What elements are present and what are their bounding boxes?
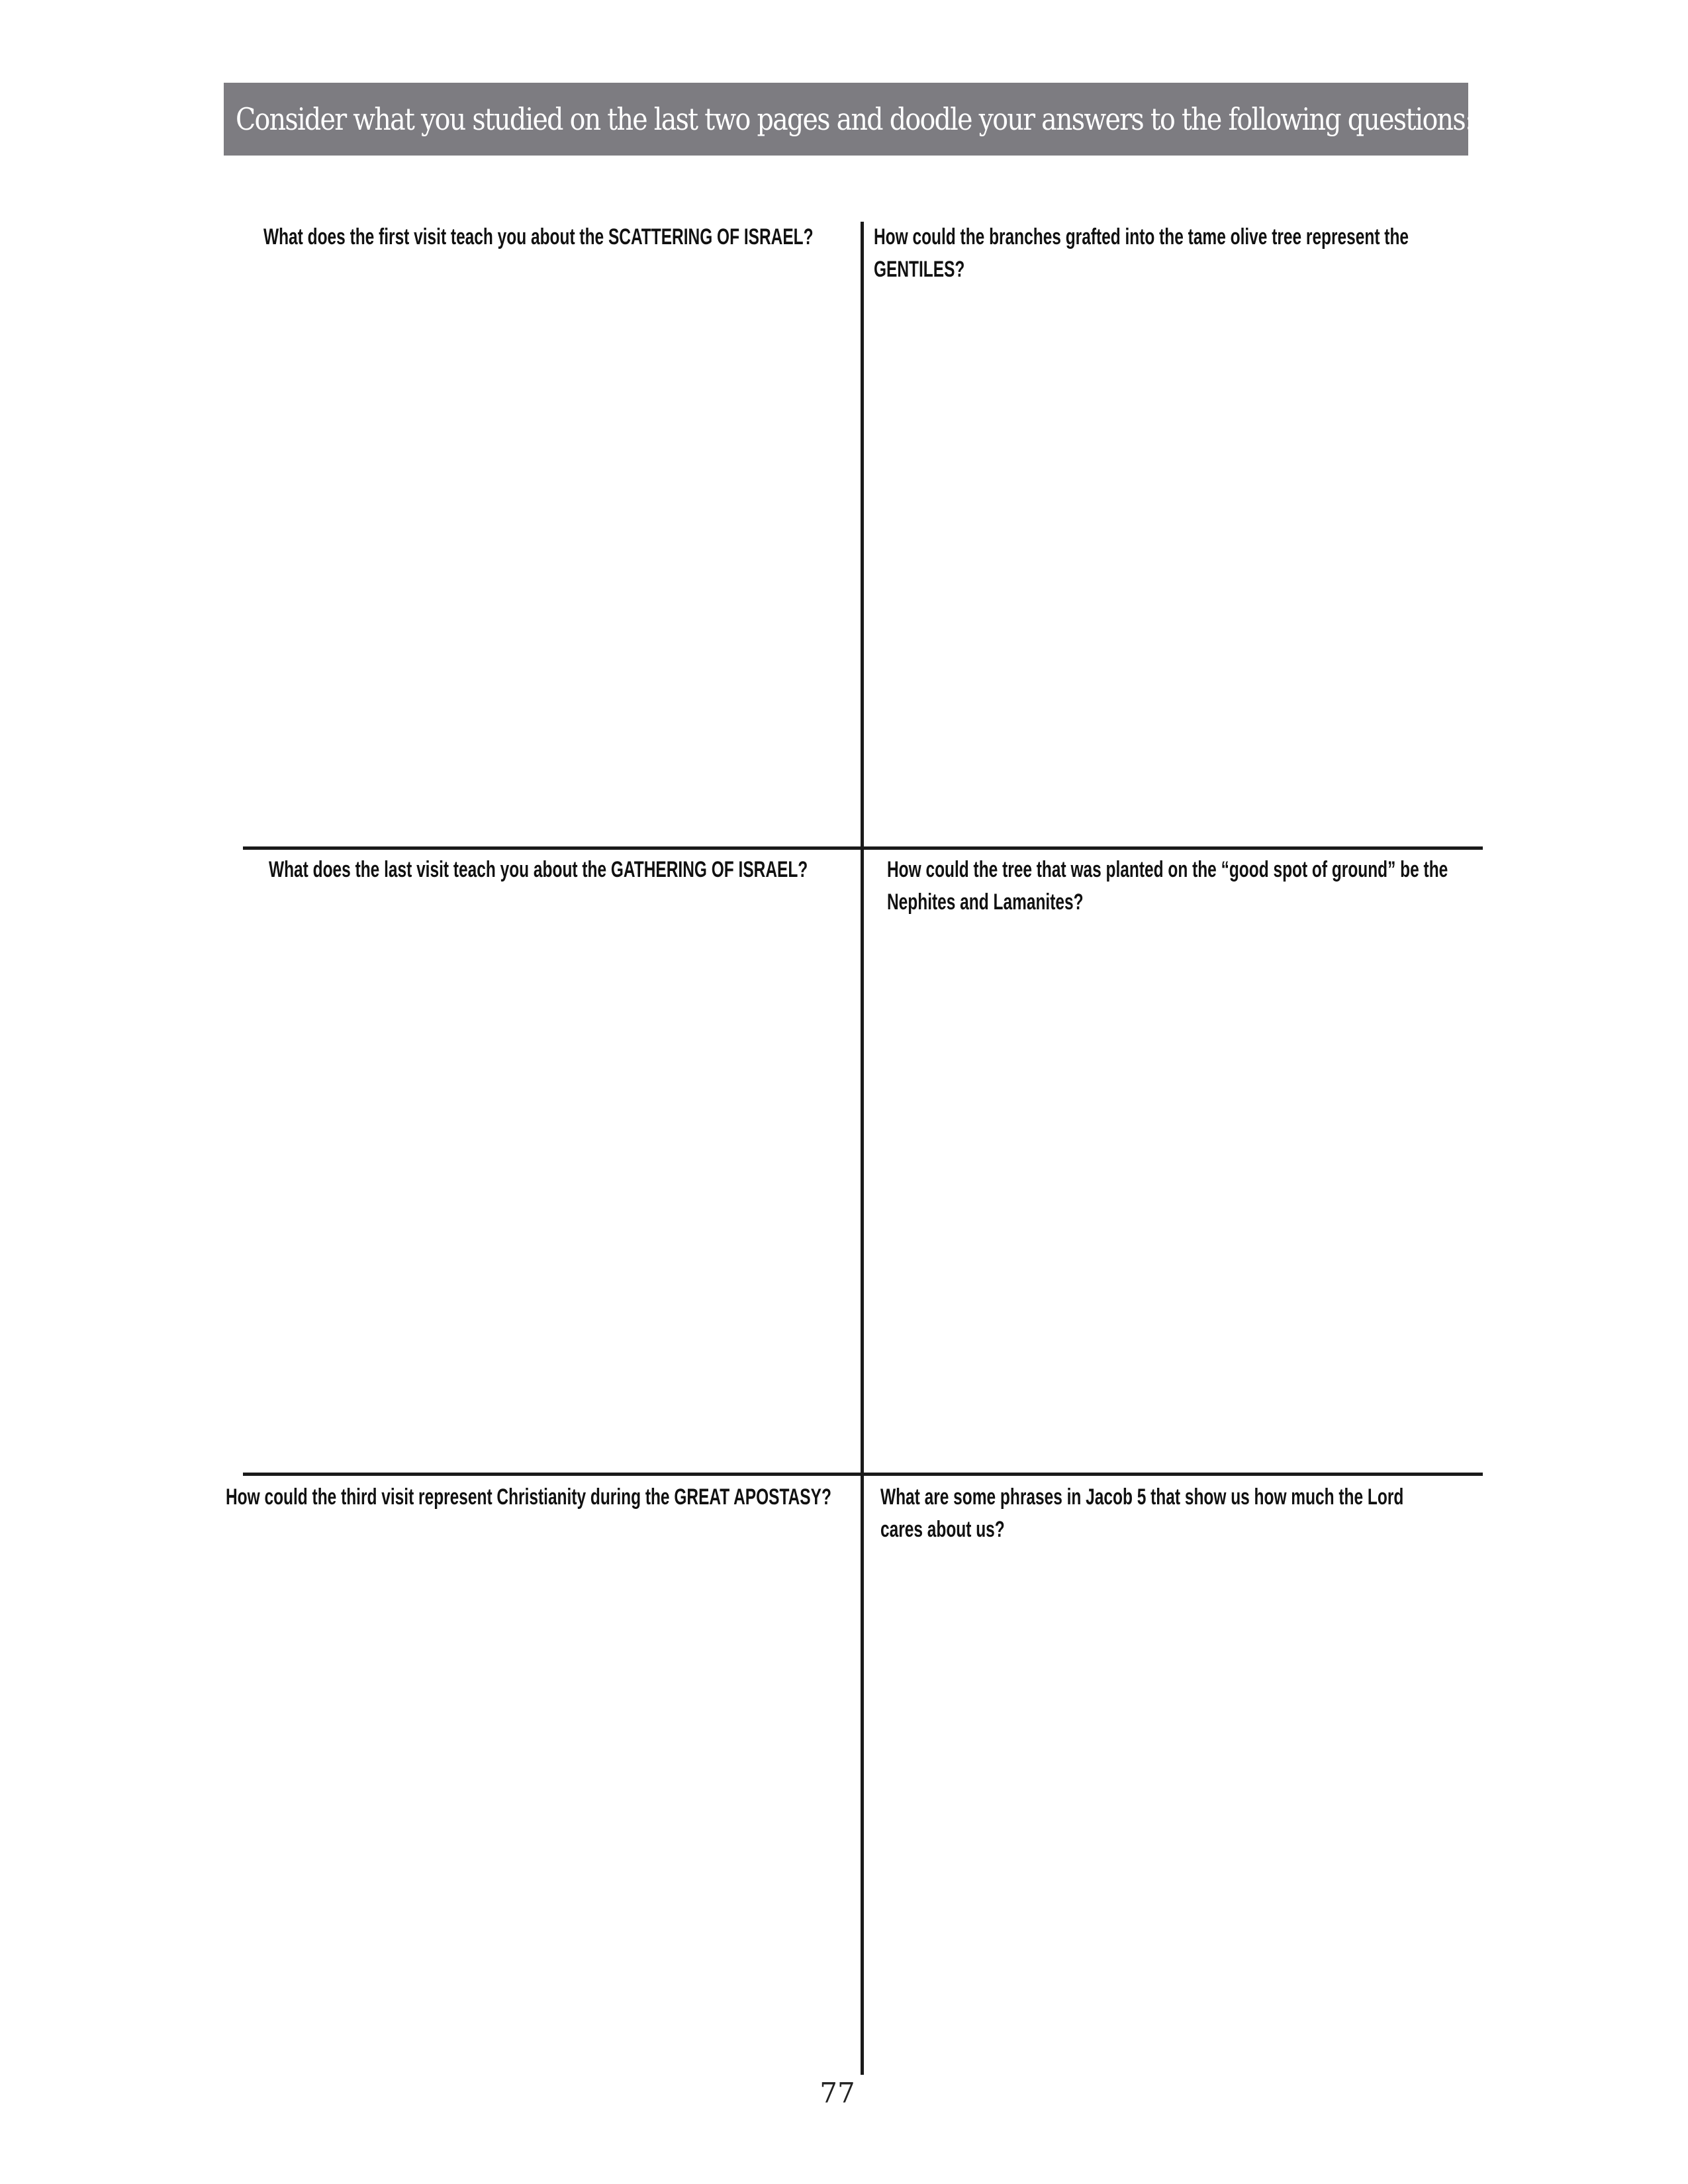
question-line: How could the tree that was planted on the “good spot of ground” be the: [887, 857, 1448, 882]
vertical-divider: [861, 222, 864, 2075]
instructions-text: Consider what you studied on the last two pages and doodle your answers to the following questions:: [236, 101, 1473, 137]
horizontal-divider-bottom: [243, 1473, 1483, 1476]
horizontal-divider-top: [243, 846, 1483, 850]
question-gathering-of-israel: [269, 854, 808, 886]
question-line: cares about us?: [880, 1517, 1005, 1542]
question-line: How could the branches grafted into the tame olive tree represent the: [874, 224, 1409, 250]
question-line: What are some phrases in Jacob 5 that show us how much the Lord: [880, 1484, 1404, 1510]
question-great-apostasy: [226, 1481, 831, 1514]
question-line: Nephites and Lamanites?: [887, 889, 1084, 915]
question-line: GENTILES?: [874, 257, 965, 282]
instructions-banner: [224, 83, 1473, 156]
page-number: 77: [820, 2077, 855, 2109]
question-nephites-and-lamanites: [887, 854, 1448, 919]
question-line: How could the third visit represent Christianity during the GREAT APOSTASY?: [226, 1484, 831, 1510]
question-line: What does the first visit teach you about the SCATTERING OF ISRAEL?: [263, 224, 814, 250]
question-lord-cares-about-us: [880, 1481, 1403, 1546]
question-gentiles: [874, 221, 1409, 286]
question-scattering-of-israel: [263, 221, 814, 253]
question-line: What does the last visit teach you about the GATHERING OF ISRAEL?: [269, 857, 808, 882]
